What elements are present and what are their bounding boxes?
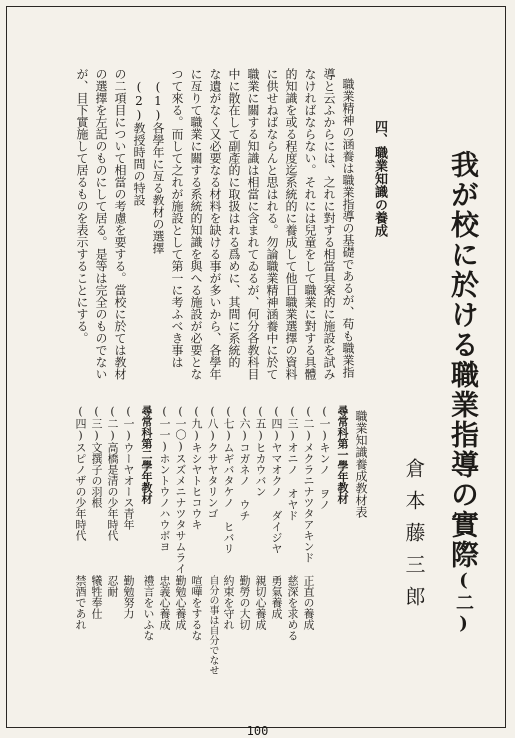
list-item: (一)ウーヤオース青年 [122,405,135,530]
page-number: 100 [246,724,269,738]
virtue-item: 勇氣養成 [270,575,283,619]
list-item: (五)ヒカウバン [254,405,267,497]
virtue-item: 犧牲奉仕 [90,575,103,619]
article-title: 我が校に於ける職業指導の實際(二) [447,150,480,636]
body-line: が、目下實施して居るものを表示することにする。 [75,68,89,344]
virtue-item: 勤勞の大切 [238,575,251,630]
body-line: の二項目について相當の考慮を要する。當校に於ては教材 [113,68,127,380]
grade1-heading: 尋常科第一學年教材 [336,405,349,504]
list-item: (八)クサヤタリンゴ [206,405,219,519]
list-item: (三)オニノ オヤド [286,405,299,521]
list-item: (一)キンノ ヲノ [318,405,331,510]
list-item: (一一)ホントウノハウボヨ [158,405,171,552]
virtue-item: 喧嘩をするな [190,575,203,641]
virtue-item: 勤勉努力 [122,575,135,619]
body-line: なければならない。それには兒童をして職業に對する具體 [303,68,317,380]
virtue-item: 勤勉心養成 [174,575,187,630]
list-item: (一〇)スズメニナツタサムライ [174,405,187,574]
list-item: (三)文撰子の羽根 [90,405,103,508]
body-line: 中に散在して副產的に取扱はれる爲めに、其間に系統的 [227,68,241,368]
virtue-item: 約束を守れ [222,575,235,630]
body-line: つて來る。而して之れが施設として第一に考ふべき事は [170,68,184,368]
author-name: 倉本藤三郎 [402,458,426,618]
list-item: (七)ムギバタケノ ヒバリ [222,405,235,554]
body-line: (2)教授時間の特設 [132,80,146,206]
table-title: 職業知識養成教材表 [354,410,368,518]
title-part-number: (二) [453,570,474,636]
virtue-item: 禮言をいふな [142,575,155,641]
virtue-item: 忠義心養成 [158,575,171,630]
body-line: な遺がなく又必要なる材料を缺ける事が多いから、各學年 [208,68,222,380]
virtue-item: 禁酒であれ [74,575,87,630]
grade2-heading: 尋常科第二學年教材 [140,405,153,504]
list-item: (四)スピノザの少年時代 [74,405,87,541]
body-line: の選擇を左記のものにして居る。是等は完全のものでない [94,68,108,380]
list-item: (二)高橋是清の少年時代 [106,405,119,541]
body-line: 的知識を或る程度迄系統的に養成して他日職業選擇の資料 [284,68,298,380]
body-line: に亙りて職業に關する系統的知識を與へる施設が必要とな [189,68,203,380]
virtue-item: 親切心養成 [254,575,267,630]
list-item: (四)ヤマオクノ ダイジヤ [270,405,283,554]
virtue-item: 慈深を求める [286,575,299,641]
virtue-item: 正直の養成 [302,575,315,630]
section-heading: 四、職業知識の養成 [372,120,387,237]
body-line: 職業に關する知識は相當に含まれてゐるが、何分各教科目 [246,68,260,380]
list-item: (二)メクラニナツタアキンド [302,405,315,563]
body-line: (1)各學年に亙る教材の選擇 [151,80,165,254]
list-item: (九)キシヤトヒコウキ [190,405,203,530]
body-line: 導と云ふからには、之れに對する相當具案的に施設を試み [322,68,336,380]
body-line: に供せねばならんと思はれる。勿論職業精神涵養中に於て [265,68,279,380]
list-item: (六)コガネノ ウチ [238,405,251,521]
virtue-item: 忍耐 [106,575,119,597]
body-line: 職業精神の涵養は職業指導の基礎であるが、苟も職業指 [341,78,355,378]
virtue-item: 自分の事は自分でなせ [207,575,218,675]
